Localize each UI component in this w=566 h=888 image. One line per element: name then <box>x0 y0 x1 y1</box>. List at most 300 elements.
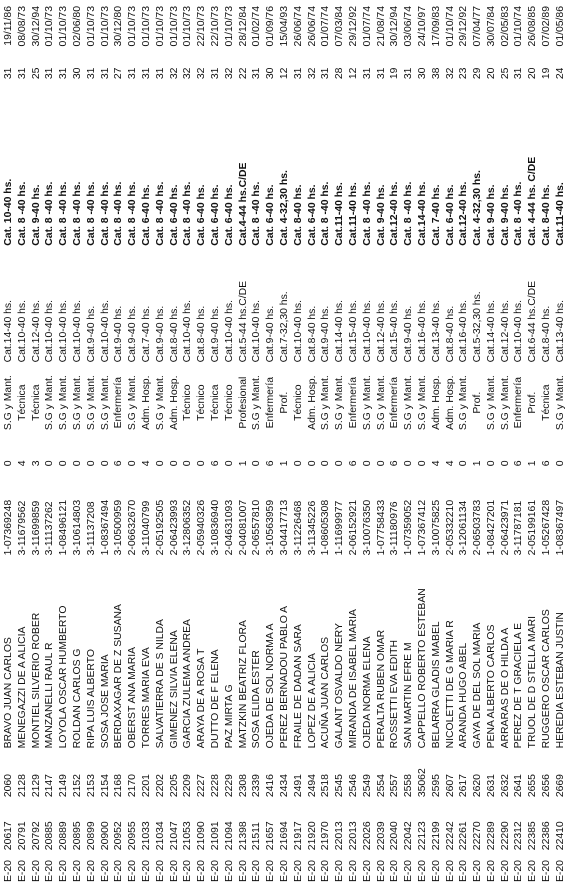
order-cell: 2154 <box>99 774 111 798</box>
legajo-cell: 21034 <box>154 821 166 851</box>
date-cell: 01/10/73 <box>127 6 139 47</box>
employee-name-cell: TRUOL DE D STELLA MARI <box>527 615 539 749</box>
legajo-cell: 22242 <box>444 821 456 851</box>
seniority-cell: 31 <box>513 67 525 80</box>
seniority-cell: 25 <box>30 67 42 80</box>
current-category-cell: Cat. 10-40 hs. <box>3 178 14 246</box>
legajo-cell: 22261 <box>458 821 470 851</box>
area-cell: S.G y Mant. <box>334 375 346 431</box>
previous-category-cell: Cat.8-40 hs. <box>196 305 208 363</box>
code-cell: 4 <box>16 460 28 467</box>
document-number-cell: 3-10836940 <box>209 499 221 556</box>
date-cell: 07/04/77 <box>472 6 484 47</box>
section-cell: E-20 <box>3 860 14 882</box>
order-cell: 2209 <box>182 774 194 798</box>
code-cell: 1 <box>237 460 249 467</box>
table-row <box>85 6 99 882</box>
area-cell: S.G y Mant. <box>554 375 566 431</box>
seniority-cell: 27 <box>113 67 125 80</box>
section-cell: E-20 <box>361 860 373 882</box>
legajo-cell: 20895 <box>71 821 83 851</box>
table-row <box>554 6 566 882</box>
seniority-cell: 28 <box>334 67 346 80</box>
current-category-cell: Cat. 8 -40 hs. <box>513 181 525 246</box>
previous-category-cell: Cat.9-40 hs. <box>403 305 415 363</box>
document-number-cell: 1-07367412 <box>416 499 428 556</box>
previous-category-cell: Cat.10-40 hs. <box>223 299 235 363</box>
area-cell: Adm. Hosp. <box>430 375 442 430</box>
seniority-cell: 19 <box>541 67 553 80</box>
current-category-cell: Cat.4-44 hs.C/DE <box>237 162 249 246</box>
seniority-cell: 31 <box>251 67 263 80</box>
section-cell: E-20 <box>347 860 359 882</box>
current-category-cell: Cat. 8-40 hs. <box>541 184 553 246</box>
date-cell: 01/05/86 <box>554 6 566 47</box>
table-row <box>402 6 416 882</box>
table-row <box>250 6 264 882</box>
seniority-cell: 31 <box>3 67 14 80</box>
legajo-cell: 21094 <box>223 821 235 851</box>
document-number-cell: 2-06557810 <box>251 499 263 556</box>
employee-name-cell: RUGGERO OSCAR CARLOS <box>541 609 553 749</box>
date-cell: 26/08/85 <box>527 6 539 47</box>
legajo-cell: 20900 <box>99 821 111 851</box>
table-row <box>168 6 182 882</box>
current-category-cell: Cat. 7-40 hs. <box>430 184 442 246</box>
legajo-cell: 22289 <box>485 821 497 851</box>
current-category-cell: Cat. 8 -40 hs. <box>16 181 28 246</box>
previous-category-cell: Cat.10-40 hs. <box>44 299 56 363</box>
previous-category-cell: Cat.7-40 hs. <box>140 305 152 363</box>
current-category-cell: Cat. 8 -40 hs. <box>127 181 139 246</box>
order-cell: 2518 <box>320 774 332 798</box>
order-cell: 2416 <box>265 774 277 798</box>
seniority-cell: 38 <box>430 67 442 80</box>
employee-name-cell: MENEGAZZI DE A ALICIA <box>16 626 28 749</box>
employee-name-cell: MIRANDA DE ISABEL MARIA <box>347 609 359 749</box>
legajo-cell: 20792 <box>30 821 42 851</box>
current-category-cell: Cat. 4-32,30 hs. <box>472 170 484 246</box>
section-cell: E-20 <box>416 860 428 882</box>
employee-name-cell: ACUÑA JUAN CARLOS <box>320 636 332 749</box>
code-cell: 0 <box>44 460 56 467</box>
current-category-cell: Cat. 9-40 hs. <box>485 184 497 246</box>
section-cell: E-20 <box>320 860 332 882</box>
section-cell: E-20 <box>485 860 497 882</box>
document-number-cell: 3-10076350 <box>361 499 373 556</box>
legajo-cell: 21657 <box>265 821 277 851</box>
employee-name-cell: ARAYA DE A ROSA T <box>196 648 208 749</box>
document-number-cell: 1-05267428 <box>541 499 553 556</box>
seniority-cell: 31 <box>403 67 415 80</box>
code-cell: 0 <box>58 460 70 467</box>
employee-name-cell: ARANDA HUGO ABEL <box>458 642 470 749</box>
section-cell: E-20 <box>99 860 111 882</box>
employee-name-cell: MANZANELLI RAUL R <box>44 642 56 749</box>
code-cell: 0 <box>154 460 166 467</box>
date-cell: 01/10/73 <box>140 6 152 47</box>
employee-name-cell: ROSSETTI EVA EDITH <box>389 640 401 749</box>
previous-category-cell: Cat.14-40 hs. <box>3 299 14 363</box>
current-category-cell: Cat.12-40 hs. <box>389 181 401 246</box>
table-row <box>195 6 209 882</box>
order-cell: 2607 <box>444 774 456 798</box>
seniority-cell: 31 <box>320 67 332 80</box>
table-row <box>57 6 71 882</box>
section-cell: E-20 <box>375 860 387 882</box>
date-cell: 01/10/73 <box>223 6 235 47</box>
legajo-cell: 22040 <box>389 821 401 851</box>
employee-name-cell: FRAILE DE DADAN SARA <box>292 624 304 749</box>
section-cell: E-20 <box>209 860 221 882</box>
legajo-cell: 21053 <box>182 821 194 851</box>
order-cell: 2595 <box>430 774 442 798</box>
table-row <box>430 6 444 882</box>
date-cell: 29/12/92 <box>458 6 470 47</box>
previous-category-cell: Cat.9-40 hs. <box>113 305 125 363</box>
legajo-cell: 20889 <box>58 821 70 851</box>
employee-name-cell: NICOLETTI DE G MARIA R <box>444 620 456 749</box>
legajo-cell: 20791 <box>16 821 28 851</box>
previous-category-cell: Cat.9-40 hs. <box>127 305 139 363</box>
order-cell: 2494 <box>306 774 318 798</box>
seniority-cell: 12 <box>278 67 290 80</box>
current-category-cell: Cat. 8 -40 hs. <box>113 181 125 246</box>
code-cell: 0 <box>196 460 208 467</box>
section-cell: E-20 <box>16 860 28 882</box>
area-cell: Técnica <box>16 384 28 421</box>
date-cell: 01/10/73 <box>85 6 97 47</box>
current-category-cell: Cat.14-40 hs. <box>416 181 428 246</box>
current-category-cell: Cat. 8 -40 hs. <box>44 181 56 246</box>
section-cell: E-20 <box>154 860 166 882</box>
area-cell: S.G y Mant. <box>375 375 387 431</box>
current-category-cell: Cat. 8 -40 hs. <box>182 181 194 246</box>
legajo-cell: 22013 <box>334 821 346 851</box>
code-cell: 0 <box>292 460 304 467</box>
document-number-cell: 2-06632670 <box>127 499 139 556</box>
seniority-cell: 19 <box>389 67 401 80</box>
area-cell: Enfermería <box>389 376 401 429</box>
legajo-cell: 22290 <box>499 821 511 851</box>
code-cell: 6 <box>513 460 525 467</box>
date-cell: 30/12/94 <box>30 6 42 47</box>
section-cell: E-20 <box>265 860 277 882</box>
legajo-cell: 21091 <box>209 821 221 851</box>
area-cell: Adm. Hosp. <box>140 375 152 430</box>
area-cell: Adm. Hosp. <box>168 375 180 430</box>
employee-name-cell: OJEDA DE SOL NORMA A <box>265 623 277 749</box>
code-cell: 6 <box>347 460 359 467</box>
section-cell: E-20 <box>182 860 194 882</box>
table-row <box>388 6 402 882</box>
document-number-cell: 2-06423971 <box>499 499 511 556</box>
table-row <box>540 6 554 882</box>
table-row <box>444 6 458 882</box>
table-row <box>319 6 333 882</box>
code-cell: 0 <box>485 460 497 467</box>
document-number-cell: 1-08605308 <box>320 499 332 556</box>
code-cell: 0 <box>320 460 332 467</box>
current-category-cell: Cat.12-40 hs. <box>458 181 470 246</box>
date-cell: 21/08/74 <box>375 6 387 47</box>
date-cell: 01/10/73 <box>154 6 166 47</box>
personnel-table <box>2 6 566 882</box>
document-number-cell: 1-08427201 <box>485 499 497 556</box>
date-cell: 01/10/74 <box>444 6 456 47</box>
previous-category-cell: Cat.10-40 hs. <box>99 299 111 363</box>
code-cell: 0 <box>361 460 373 467</box>
area-cell: S.G y Mant. <box>485 375 497 431</box>
code-cell: 0 <box>99 460 111 467</box>
order-cell: 2152 <box>71 774 83 798</box>
date-cell: 01/07/74 <box>361 6 373 47</box>
area-cell: Técnico <box>196 384 208 421</box>
code-cell: 6 <box>389 460 401 467</box>
order-cell: 2620 <box>472 774 484 798</box>
order-cell: 2632 <box>499 774 511 798</box>
legajo-cell: 20885 <box>44 821 56 851</box>
code-cell: 4 <box>430 460 442 467</box>
current-category-cell: Cat. 4-32,30 hs. <box>278 170 290 246</box>
table-row <box>333 6 347 882</box>
code-cell: 4 <box>140 460 152 467</box>
legajo-cell: 20955 <box>127 821 139 851</box>
area-cell: S.G y Mant. <box>71 375 83 431</box>
area-cell: Técnica <box>209 384 221 421</box>
date-cell: 30/12/94 <box>389 6 401 47</box>
employee-name-cell: PERALTA RUBEN OMAR <box>375 629 387 749</box>
order-cell: 2641 <box>513 774 525 798</box>
order-cell: 2656 <box>541 774 553 798</box>
document-number-cell: 2-04081007 <box>237 499 249 556</box>
table-row <box>209 6 223 882</box>
current-category-cell: Cat. 9-40 hs. <box>499 184 511 246</box>
section-cell: E-20 <box>389 860 401 882</box>
seniority-cell: 30 <box>265 67 277 80</box>
date-cell: 17/09/83 <box>430 6 442 47</box>
table-row <box>306 6 320 882</box>
document-number-cell: 2-06152921 <box>347 499 359 556</box>
current-category-cell: Cat. 9-40 hs. <box>375 184 387 246</box>
employee-name-cell: DUTTO DE F ELENA <box>209 649 221 749</box>
seniority-cell: 24 <box>554 67 566 80</box>
date-cell: 03/06/74 <box>403 6 415 47</box>
current-category-cell: Cat. 6-40 hs. <box>168 184 180 246</box>
code-cell: 0 <box>458 460 470 467</box>
order-cell: 2546 <box>347 774 359 798</box>
section-cell: E-20 <box>334 860 346 882</box>
previous-category-cell: Cat.10-40 hs. <box>58 299 70 363</box>
section-cell: E-20 <box>237 860 249 882</box>
area-cell: Profesional <box>237 376 249 429</box>
seniority-cell: 32 <box>182 67 194 80</box>
area-cell: S.G y Mant. <box>85 375 97 431</box>
area-cell: Técnico <box>292 384 304 421</box>
area-cell: S.G y Mant. <box>320 375 332 431</box>
previous-category-cell: Cat.6-44 hs.C/DE <box>527 280 539 363</box>
employee-name-cell: ARRARAS DE O HILDA A <box>499 627 511 749</box>
previous-category-cell: Cat.10-40 hs. <box>182 299 194 363</box>
employee-name-cell: TORRES MARIA EVA <box>140 647 152 749</box>
date-cell: 01/10/74 <box>513 6 525 47</box>
order-cell: 2631 <box>485 774 497 798</box>
legajo-cell: 20952 <box>113 821 125 851</box>
document-number-cell: 3-12806352 <box>182 499 194 556</box>
current-category-cell: Cat. 8 -40 hs. <box>99 181 111 246</box>
date-cell: 08/08/73 <box>16 6 28 47</box>
section-cell: E-20 <box>499 860 511 882</box>
table-row <box>154 6 168 882</box>
previous-category-cell: Cat.15-40 hs. <box>347 299 359 363</box>
date-cell: 01/10/73 <box>99 6 111 47</box>
seniority-cell: 31 <box>361 67 373 80</box>
table-row <box>43 6 57 882</box>
seniority-cell: 23 <box>458 67 470 80</box>
table-row <box>457 6 471 882</box>
area-cell: Enfermería <box>113 376 125 429</box>
previous-category-cell: Cat.8-40 hs. <box>541 305 553 363</box>
date-cell: 01/10/73 <box>182 6 194 47</box>
employee-name-cell: GAYA DE DEL SOL MARIA <box>472 622 484 749</box>
previous-category-cell: Cat.10-40 hs. <box>71 299 83 363</box>
table-row <box>126 6 140 882</box>
legajo-cell: 21398 <box>237 821 249 851</box>
code-cell: 0 <box>306 460 318 467</box>
date-cell: 01/02/74 <box>251 6 263 47</box>
code-cell: 4 <box>444 460 456 467</box>
previous-category-cell: Cat.9-40 hs. <box>85 305 97 363</box>
document-number-cell: 1-07369248 <box>3 499 14 556</box>
seniority-cell: 31 <box>99 67 111 80</box>
current-category-cell: Cat. 6-40 hs. <box>223 184 235 246</box>
document-number-cell: 3-11226468 <box>292 500 304 556</box>
employee-name-cell: CAPPELLO ROBERTO ESTEBAN <box>416 588 428 749</box>
date-cell: 15/04/93 <box>278 6 290 47</box>
seniority-cell: 31 <box>16 67 28 80</box>
date-cell: 22/10/73 <box>209 6 221 47</box>
previous-category-cell: Cat.10-40 hs. <box>361 299 373 363</box>
area-cell: Enfermería <box>513 376 525 429</box>
order-cell: 2545 <box>334 774 346 798</box>
table-row <box>237 6 251 882</box>
document-number-cell: 3-11040799 <box>140 500 152 556</box>
section-cell: E-20 <box>306 860 318 882</box>
section-cell: E-20 <box>251 860 263 882</box>
legajo-cell: 22312 <box>513 821 525 851</box>
area-cell: Técnica <box>30 384 42 421</box>
current-category-cell: Cat. 6-40 hs. <box>196 184 208 246</box>
code-cell: 0 <box>182 460 194 467</box>
area-cell: Enfermería <box>265 376 277 429</box>
employee-name-cell: GARCIA ZULEMA ANDREA <box>182 619 194 749</box>
section-cell: E-20 <box>113 860 125 882</box>
employee-name-cell: OBERST ANA MARIA <box>127 646 139 749</box>
previous-category-cell: Cat.13-40 hs. <box>430 299 442 363</box>
legajo-cell: 21917 <box>292 821 304 851</box>
document-number-cell: 1-07359052 <box>403 499 415 556</box>
area-cell: Prof. <box>278 391 290 414</box>
date-cell: 02/05/83 <box>499 6 511 47</box>
current-category-cell: Cat. 8 -40 hs. <box>71 181 83 246</box>
current-category-cell: Cat. 6-40 hs. <box>209 184 221 246</box>
legajo-cell: 22199 <box>430 821 442 851</box>
order-cell: 2129 <box>30 774 42 798</box>
document-number-cell: 3-10500959 <box>113 499 125 556</box>
order-cell: 2557 <box>389 774 401 798</box>
previous-category-cell: Cat.12-40 hs. <box>375 299 387 363</box>
section-cell: E-20 <box>513 860 525 882</box>
current-category-cell: Cat. 4-44 hs. C/DE <box>527 156 539 246</box>
date-cell: 01/10/73 <box>44 6 56 47</box>
legajo-cell: 22386 <box>541 821 553 851</box>
table-row <box>112 6 126 882</box>
order-cell: 2147 <box>44 774 56 798</box>
order-cell: 2669 <box>554 774 566 798</box>
previous-category-cell: Cat.10-40 hs. <box>292 299 304 363</box>
section-cell: E-20 <box>430 860 442 882</box>
current-category-cell: Cat. 8 -40 hs. <box>154 181 166 246</box>
employee-name-cell: SOSA ELIDA ESTER <box>251 650 263 749</box>
order-cell: 2491 <box>292 774 304 798</box>
legajo-cell: 21033 <box>140 821 152 851</box>
section-cell: E-20 <box>58 860 70 882</box>
seniority-cell: 31 <box>154 67 166 80</box>
area-cell: S.G y Mant. <box>99 375 111 431</box>
legajo-cell: 21090 <box>196 821 208 851</box>
legajo-cell: 20617 <box>3 821 14 851</box>
code-cell: 0 <box>334 460 346 467</box>
date-cell: 07/03/84 <box>334 6 346 47</box>
area-cell: S.G y Mant. <box>127 375 139 431</box>
order-cell: 35062 <box>416 768 428 798</box>
legajo-cell: 21920 <box>306 821 318 851</box>
current-category-cell: Cat. 8 -40 hs. <box>361 181 373 246</box>
legajo-cell: 22123 <box>416 821 428 851</box>
area-cell: S.G y Mant. <box>44 375 56 431</box>
document-number-cell: 3-11180976 <box>389 501 401 556</box>
date-cell: 01/07/74 <box>320 6 332 47</box>
previous-category-cell: Cat.5-44 hs.C/DE <box>237 280 249 363</box>
section-cell: E-20 <box>127 860 139 882</box>
employee-name-cell: PEREZ DE T GRACIELA E <box>513 622 525 749</box>
area-cell: Técnica <box>541 384 553 421</box>
area-cell: S.G y Mant. <box>499 375 511 431</box>
section-cell: E-20 <box>30 860 42 882</box>
previous-category-cell: Cat.5-32,30 hs. <box>472 291 484 363</box>
employee-name-cell: RIPA LUIS ALBERTO <box>85 649 97 749</box>
table-row <box>361 6 375 882</box>
current-category-cell: Cat. 6-40 hs. <box>306 184 318 246</box>
section-cell: E-20 <box>71 860 83 882</box>
document-number-cell: 3-10075825 <box>430 499 442 556</box>
legajo-cell: 21047 <box>168 821 180 851</box>
code-cell: 0 <box>3 460 14 467</box>
section-cell: E-20 <box>292 860 304 882</box>
previous-category-cell: Cat.8-40 hs. <box>444 305 456 363</box>
date-cell: 26/06/74 <box>306 6 318 47</box>
area-cell: S.G y Mant. <box>251 375 263 431</box>
order-cell: 2201 <box>140 774 152 798</box>
document-number-cell: 3-11137262 <box>44 501 56 556</box>
area-cell: S.G y Mant. <box>3 375 14 431</box>
seniority-cell: 12 <box>347 67 359 80</box>
code-cell: 0 <box>71 460 83 467</box>
date-cell: 01/09/76 <box>265 6 277 47</box>
order-cell: 2339 <box>251 774 263 798</box>
section-cell: E-20 <box>223 860 235 882</box>
employee-name-cell: LOYOLA OSCAR HUMBERTO <box>58 605 70 749</box>
